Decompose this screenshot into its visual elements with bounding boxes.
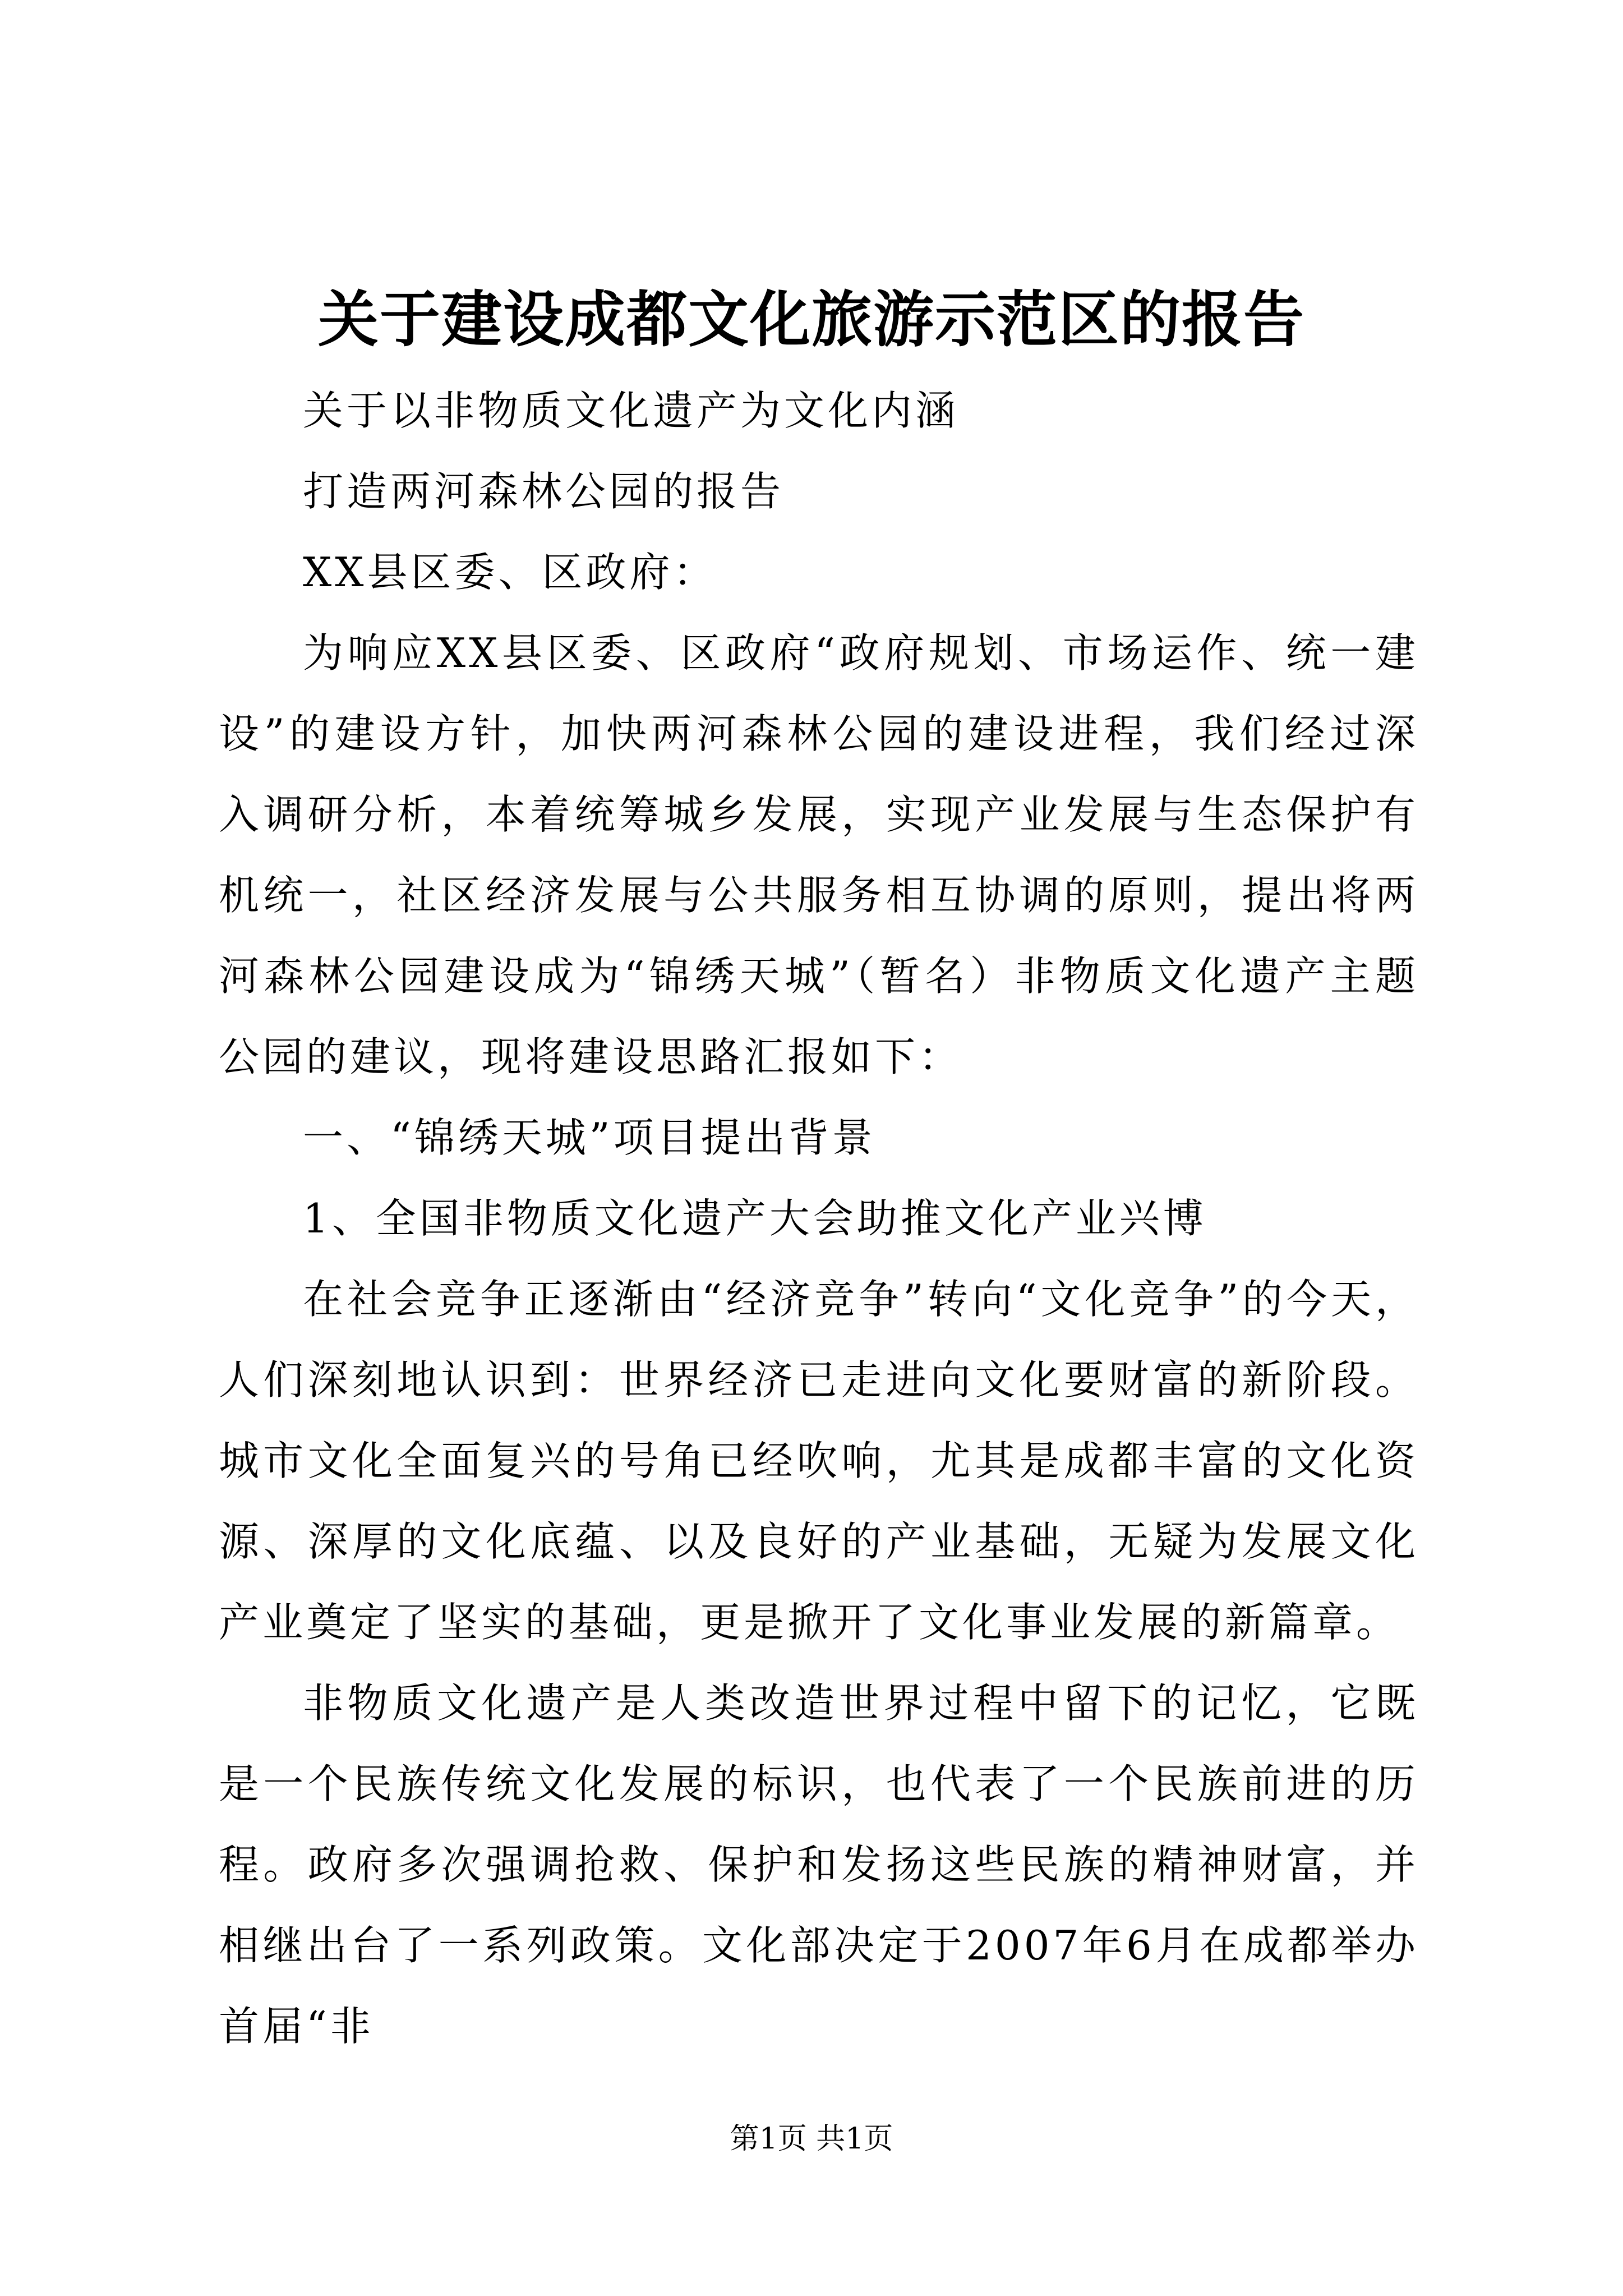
page-footer: 第1页 共1页 bbox=[730, 2122, 893, 2156]
section-heading: 一、“锦绣天城”项目提出背景 bbox=[303, 1114, 876, 1161]
subsection-heading: 1、全国非物质文化遗产大会助推文化产业兴博 bbox=[303, 1195, 1207, 1242]
subtitle-line-2: 打造两河森林公园的报告 bbox=[303, 468, 785, 515]
document-title: 关于建设成都文化旅游示范区的报告 bbox=[317, 284, 1305, 355]
body-paragraph: 非物质文化遗产是人类改造世界过程中留下的记忆，它既是一个民族传统文化发展的标识，也代表了一个民族前进的历程。政府多次强调抢救、保护和发扬这些民族的精神财富，并相继出台了一系列政策。文化部决定于2007年6月在成都举办首届“非 bbox=[219, 1680, 1419, 2050]
document-body bbox=[219, 370, 1419, 2067]
salutation: XX县区委、区政府： bbox=[303, 549, 717, 596]
body-paragraph: 在社会竞争正逐渐由“经济竞争”转向“文化竞争”的今天，人们深刻地认识到：世界经济已走进向文化要财富的新阶段。城市文化全面复兴的号角已经吹响，尤其是成都丰富的文化资源、深厚的文化底蕴、以及良好的产业基础，无疑为发展文化产业奠定了坚实的基础，更是掀开了文化事业发展的新篇章。 bbox=[219, 1276, 1419, 1646]
subtitle-line-1: 关于以非物质文化遗产为文化内涵 bbox=[303, 387, 960, 434]
body-paragraph: 为响应XX县区委、区政府“政府规划、市场运作、统一建设”的建设方针，加快两河森林公园的建设进程，我们经过深入调研分析，本着统筹城乡发展，实现产业发展与生态保护有机统一，社区经济发展与公共服务相互协调的原则，提出将两河森林公园建设成为“锦绣天城”（暂名）非物质文化遗产主题公园的建议，现将建设思路汇报如下： bbox=[219, 629, 1419, 1080]
